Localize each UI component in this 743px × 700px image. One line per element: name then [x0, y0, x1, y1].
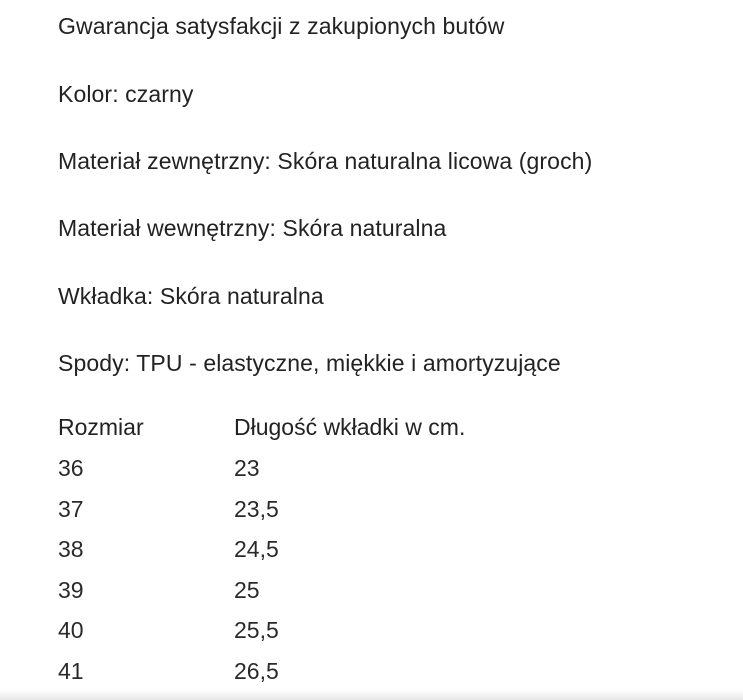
insole-spec: Wkładka: Skóra naturalna	[58, 283, 324, 309]
size-table	[58, 412, 634, 697]
outer-material-spec: Materiał zewnętrzny: Skóra naturalna licowa (groch)	[58, 148, 593, 174]
guarantee-text: Gwarancja satysfakcji z zakupionych butów	[58, 13, 505, 39]
table-row	[58, 575, 634, 616]
soles-spec: Spody: TPU - elastyczne, miękkie i amortyzujące	[58, 350, 561, 376]
size-cell: 36	[58, 455, 84, 481]
size-table-header	[58, 412, 634, 453]
color-spec: Kolor: czarny	[58, 81, 194, 107]
size-column-header: Rozmiar	[58, 414, 144, 440]
size-cell: 38	[58, 536, 84, 563]
length-cell: 23,5	[234, 495, 279, 522]
table-row	[58, 494, 634, 535]
bottom-edge-shadow	[0, 690, 743, 700]
table-row	[58, 453, 634, 494]
size-cell: 39	[58, 576, 84, 603]
size-cell: 40	[58, 617, 84, 644]
size-cell: 37	[58, 495, 84, 522]
length-cell: 25,5	[234, 617, 279, 644]
length-column-header: Długość wkładki w cm.	[234, 414, 466, 440]
length-cell: 25	[234, 576, 260, 603]
table-row	[58, 534, 634, 575]
length-cell: 24,5	[234, 536, 279, 563]
table-row	[58, 615, 634, 656]
length-cell: 23	[234, 455, 260, 481]
inner-material-spec: Materiał wewnętrzny: Skóra naturalna	[58, 215, 447, 241]
size-cell: 41	[58, 657, 84, 684]
length-cell: 26,5	[234, 657, 279, 684]
